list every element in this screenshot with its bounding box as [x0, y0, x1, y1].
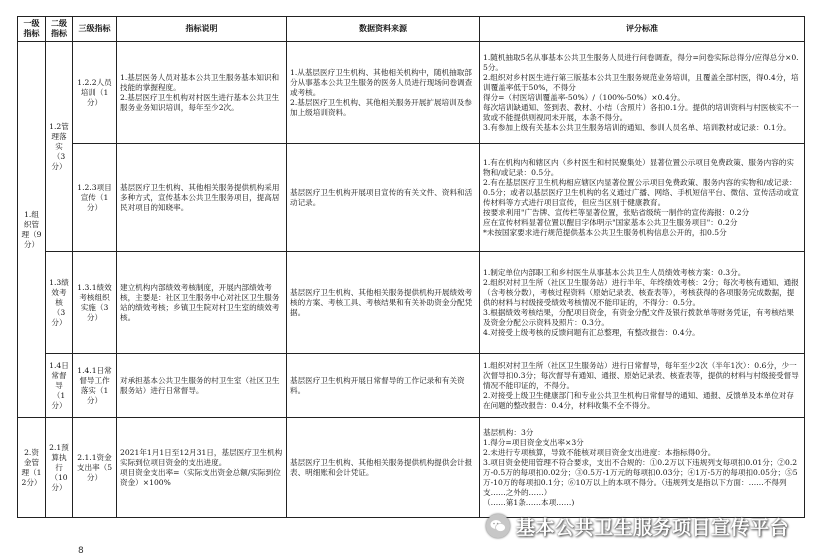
level3-cell: 1.3.1绩效考核组织实施（3分）: [73, 252, 117, 354]
level1-org: 1.组织管理（9分）: [18, 42, 46, 418]
level3-cell: 2.1.1资金支出率（5分）: [73, 418, 117, 518]
standard-cell: 1.制定单位内部职工和乡村医生从事基本公共卫生人员绩效考核方案：0.3分。 2.组织对村卫生所（社区卫生服务站）进行半年、年终绩效考核：2分；每次考核有通知、通报（含考核分数），考核过程资料（原始记录表、核查表等），考核获得的各项服务完成数据，提供的材料与村级接受绩效考核情况不能印证的，不得分：0.5分。 3.根据绩效考核结果，分配项目资金，有资金分配文件及银行拨款单等财务凭证，有考核结果及资金分配公示资料及照片：0.3分。 4.对接受上级考核的反馈问题有汇总整理，有整改报告：0.4分。: [480, 252, 805, 354]
table-row: [18, 354, 805, 418]
level3-cell: 1.2.2人员培训（1分）: [73, 42, 117, 144]
description-cell: 2021年1月1日至12月31日，基层医疗卫生机构实际到位项目资金的支出进度。 项目资金支出率=（实际支出资金总额/实际到位资金）×100%: [117, 418, 287, 518]
description-cell: 对承担基本公共卫生服务的村卫生室（社区卫生服务站）进行日常督导。: [117, 354, 287, 418]
level2-daily: 1.4日常督导（1分）: [46, 354, 73, 418]
description-cell: 1.基层医务人员对基本公共卫生服务基本知识和技能的掌握程度。 2.基层医疗卫生机构对村医生进行基本公共卫生服务业务知识培训，每年至少2次。: [117, 42, 287, 144]
level2-mgmt: 1.2管理落实（3分）: [46, 42, 73, 252]
description-cell: 基层医疗卫生机构、其他相关服务提供机构采用多种方式，宣传基本公共卫生服务项目，提高居民对项目的知晓率。: [117, 144, 287, 252]
table-row: [18, 418, 805, 518]
watermark: [486, 511, 789, 541]
header-data-source: 数据资料来源: [287, 17, 480, 42]
data-source-cell: 1.从基层医疗卫生机构、其他相关机构中，随机抽取部分从事基本公共卫生服务的医务人员进行现场问卷调查或考核。 2.基层医疗卫生机构、其他相关服务开展扩展培训及参加上级培训资料。: [287, 42, 480, 144]
table-row: [18, 42, 805, 144]
level3-cell: 1.2.3项目宣传（1分）: [73, 144, 117, 252]
standard-cell: 1.组织对村卫生所（社区卫生服务站）进行日常督导，每年至少2次（半年1次）：0.6分，少一次督导扣0.3分；每次督导有通知、通报、原始记录表、核查表等，提供的材料与村级接受督导情况不能印证的，不得分。 2.对接受上级卫生健康部门和专业公共卫生机构日常督导的通知、通报、反馈单及本单位对存在问题的整改报告：0.4分，材料收集不全不得分。: [480, 354, 805, 418]
header-description: 指标说明: [117, 17, 287, 42]
header-level1: 一级指标: [18, 17, 46, 42]
level3-cell: 1.4.1日常督导工作落实（1分）: [73, 354, 117, 418]
page-number: 8: [78, 546, 84, 556]
table-row: [18, 252, 805, 354]
header-level2: 二级指标: [46, 17, 73, 42]
data-source-cell: 基层医疗卫生机构开展项目宣传的有关文件、资料和活动记录。: [287, 144, 480, 252]
standard-cell: 1.随机抽取5名从事基本公共卫生服务人员进行问卷调查，得分=问卷实际总得分/应得总分×0.5分。 2.组织对乡村医生进行第三版基本公共卫生服务规范业务培训，且覆盖全部村医，得0.4分，培训覆盖率低于50%，不得分 得分=（村医培训覆盖率-50%）/（100%-50%）×0.4分。 每次培训缺通知、签到表、教材、小结（含照片）各扣0.1分。提供的培训资料与村医核实不一致或不能提供则视同未开展，本条不得分。 3.有参加上级有关基本公共卫生服务培训的通知、参训人员名单、培训教材或记录：0.1分。: [480, 42, 805, 144]
watermark-text: 基本公共卫生服务项目宣传平台: [516, 516, 790, 539]
table-row: [18, 144, 805, 252]
standard-cell: 基层机构：3分 1.得分=项目资金支出率×3分 2.未进行专项核算，导致不能核对项目资金支出进度：本指标得0分。 3.项目资金使用管理不符合要求，支出不合规的：①0.2万以下违规列支每项扣0.01分；②0.2万-0.5万的每项扣0.02分；③0.5万-1万元的每项扣0.03分；④1万-5万的每项扣0.05分；⑤5万-10万的每项扣0.1分；⑥10万以上的本项不得分。（违规列支是指以下方面：……不得列支……之外的……） （……第1条……本项……): [480, 418, 805, 518]
wechat-icon: [486, 514, 510, 538]
page-bottom-margin: [0, 538, 823, 559]
level2-perf: 1.3绩效考核（3分）: [46, 252, 73, 354]
standard-cell: 1.有在机构内和辖区内（乡村医生和村民聚集处）显著位置公示项目免费政策、服务内容的实物和/或记录：0.5分。 2.有在基层医疗卫生机构相应辖区内显著位置公示项目免费政策、服务内容的实物和/或记录：0.5分；或者以基层医疗卫生机构的名义通过广播、网络、手机短信平台、微信、宣传活动或宣传材料等方式进行项目宣传，但应当区别于健康教育。 按要求利用"广告牌、宣传栏等显著位置，张贴省级统一制作的宣传海报：0.2分 应在宣传材料显著位置以醒目字体明示"国家基本公共卫生服务项目"：0.2分 *未按国家要求进行规范提供基本公共卫生服务机构信息公开的，扣0.5分: [480, 144, 805, 252]
table-header-row: [18, 17, 805, 42]
level1-fund: 2.资金管理（12分）: [18, 418, 46, 518]
header-level3: 三级指标: [73, 17, 117, 42]
description-cell: 建立机构内部绩效考核制度，开展内部绩效考核，主要是：社区卫生服务中心对社区卫生服务站的绩效考核；乡镇卫生院对村卫生室的绩效考核。: [117, 252, 287, 354]
data-source-cell: 基层医疗卫生机构、其他相关服务提供机构提供会计报表、明细账和会计凭证。: [287, 418, 480, 518]
evaluation-table: [17, 16, 805, 518]
data-source-cell: 基层医疗卫生机构开展日常督导的工作记录和有关资料。: [287, 354, 480, 418]
header-standard: 评分标准: [480, 17, 805, 42]
level2-budget: 2.1预算执行（10分）: [46, 418, 73, 518]
data-source-cell: 基层医疗卫生机构、其他相关服务提供机构开展绩效考核的方案、考核工具、考核结果和有关补助资金分配凭据。: [287, 252, 480, 354]
